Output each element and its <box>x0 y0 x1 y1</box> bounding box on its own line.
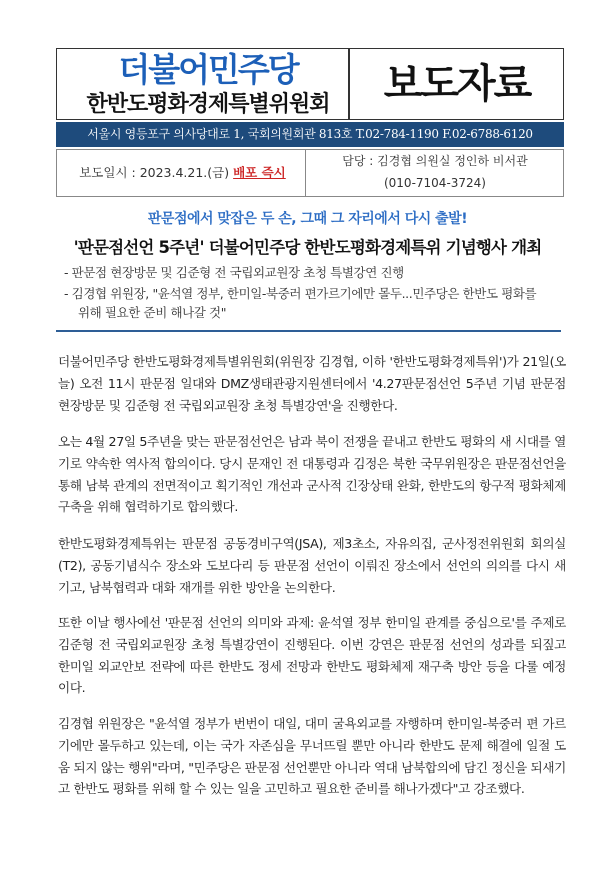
summary-bullet-continued: 위해 필요한 준비 해나갈 것" <box>78 305 227 320</box>
press-release-title: 보도자료 <box>383 60 531 107</box>
address-bar: 서울시 영등포구 의사당대로 1, 국회의원회관 813호 T.02-784-1190 F.02-6788-6120 <box>56 122 564 147</box>
body-paragraph: 오는 4월 27일 5주년을 맞는 판문점선언은 남과 북이 전쟁을 끝내고 한반도 평화의 새 시대를 열기로 약속한 역사적 합의이다. 당시 문재인 전 대통령과 김정은 북한 국무위원장은 판문점선언을 통해 남북 관계의 전면적이고 획기적인 개선과 군사적 긴장상태 완화, 한반도의 항구적 평화체제 구축을 위해 협력하기로 합의했다. <box>58 434 566 515</box>
party-logo: 더불어민주당 <box>118 50 298 89</box>
committee-name: 한반도평화경제특별위원회 <box>86 91 330 117</box>
body-paragraph: 더불어민주당 한반도평화경제특별위원회(위원장 김경협, 이하 '한반도평화경제특위')가 21일(오늘) 오전 11시 판문점 일대와 DMZ생태관광지원센터에서 '4.27판문점선언 5주년 기념 판문점 현장방문 및 김준형 전 국립외교원장 초청 특별강연'을 진행한다. <box>58 354 566 413</box>
headline: '판문점선언 5주년' 더불어민주당 한반도평화경제특위 기념행사 개최 <box>73 238 542 257</box>
summary-bullet: - 판문점 현장방문 및 김준형 전 국립외교원장 초청 특별강연 진행 <box>64 265 404 280</box>
release-immediately: 배포 즉시 <box>233 165 286 180</box>
contact-phone: (010-7104-3724) <box>383 176 486 190</box>
release-date <box>60 149 305 197</box>
body-paragraph: 김경협 위원장은 "윤석열 정부가 번번이 대일, 대미 굴욕외교를 자행하며 한미일-북중러 편 가르기에만 몰두하고 있는데, 이는 국가 자존심을 무너뜨릴 뿐만 아니라 한반도 문제 해결에 일절 도움 되지 않는 행위"라며, "민주당은 판문점 선언뿐만 아니라 역대 남북합의에 담긴 정신을 되새기고 한반도 평화를 위해 할 수 있는 일을 고민하고 필요한 준비를 해나가겠다"고 강조했다. <box>58 716 566 797</box>
contact-person: 담당 : 김경협 의원실 정인하 비서관 <box>342 154 528 168</box>
subheadline: 판문점에서 맞잡은 두 손, 그때 그 자리에서 다시 출발! <box>147 211 468 227</box>
body-paragraph: 한반도평화경제특위는 판문점 공동경비구역(JSA), 제3초소, 자유의집, 군사정전위원회 회의실(T2), 공동기념식수 장소와 도보다리 등 판문점 선언이 이뤄진 장소에서 선언의 의의를 다시 새기고, 남북협력과 대화 재개를 위한 방안을 논의한다. <box>58 536 566 595</box>
summary-bullet: - 김경협 위원장, "윤석열 정부, 한미일-북중러 편가르기에만 몰두...민주당은 한반도 평화를 <box>64 286 537 301</box>
date-label: 보도일시 : 2023.4.21.(금) <box>79 165 230 180</box>
body-paragraph: 또한 이날 행사에선 '판문점 선언의 의미와 과제: 윤석열 정부 한미일 관계를 중심으로'를 주제로 김준형 전 국립외교원장 초청 특별강연이 진행된다. 이번 강연은 판문점 선언의 성과를 되짚고 한미일 외교안보 전략에 따른 한반도 정세 전망과 한반도 평화체제 재구축 방안 등을 다룰 예정이다. <box>58 615 566 696</box>
section-divider <box>56 330 561 332</box>
